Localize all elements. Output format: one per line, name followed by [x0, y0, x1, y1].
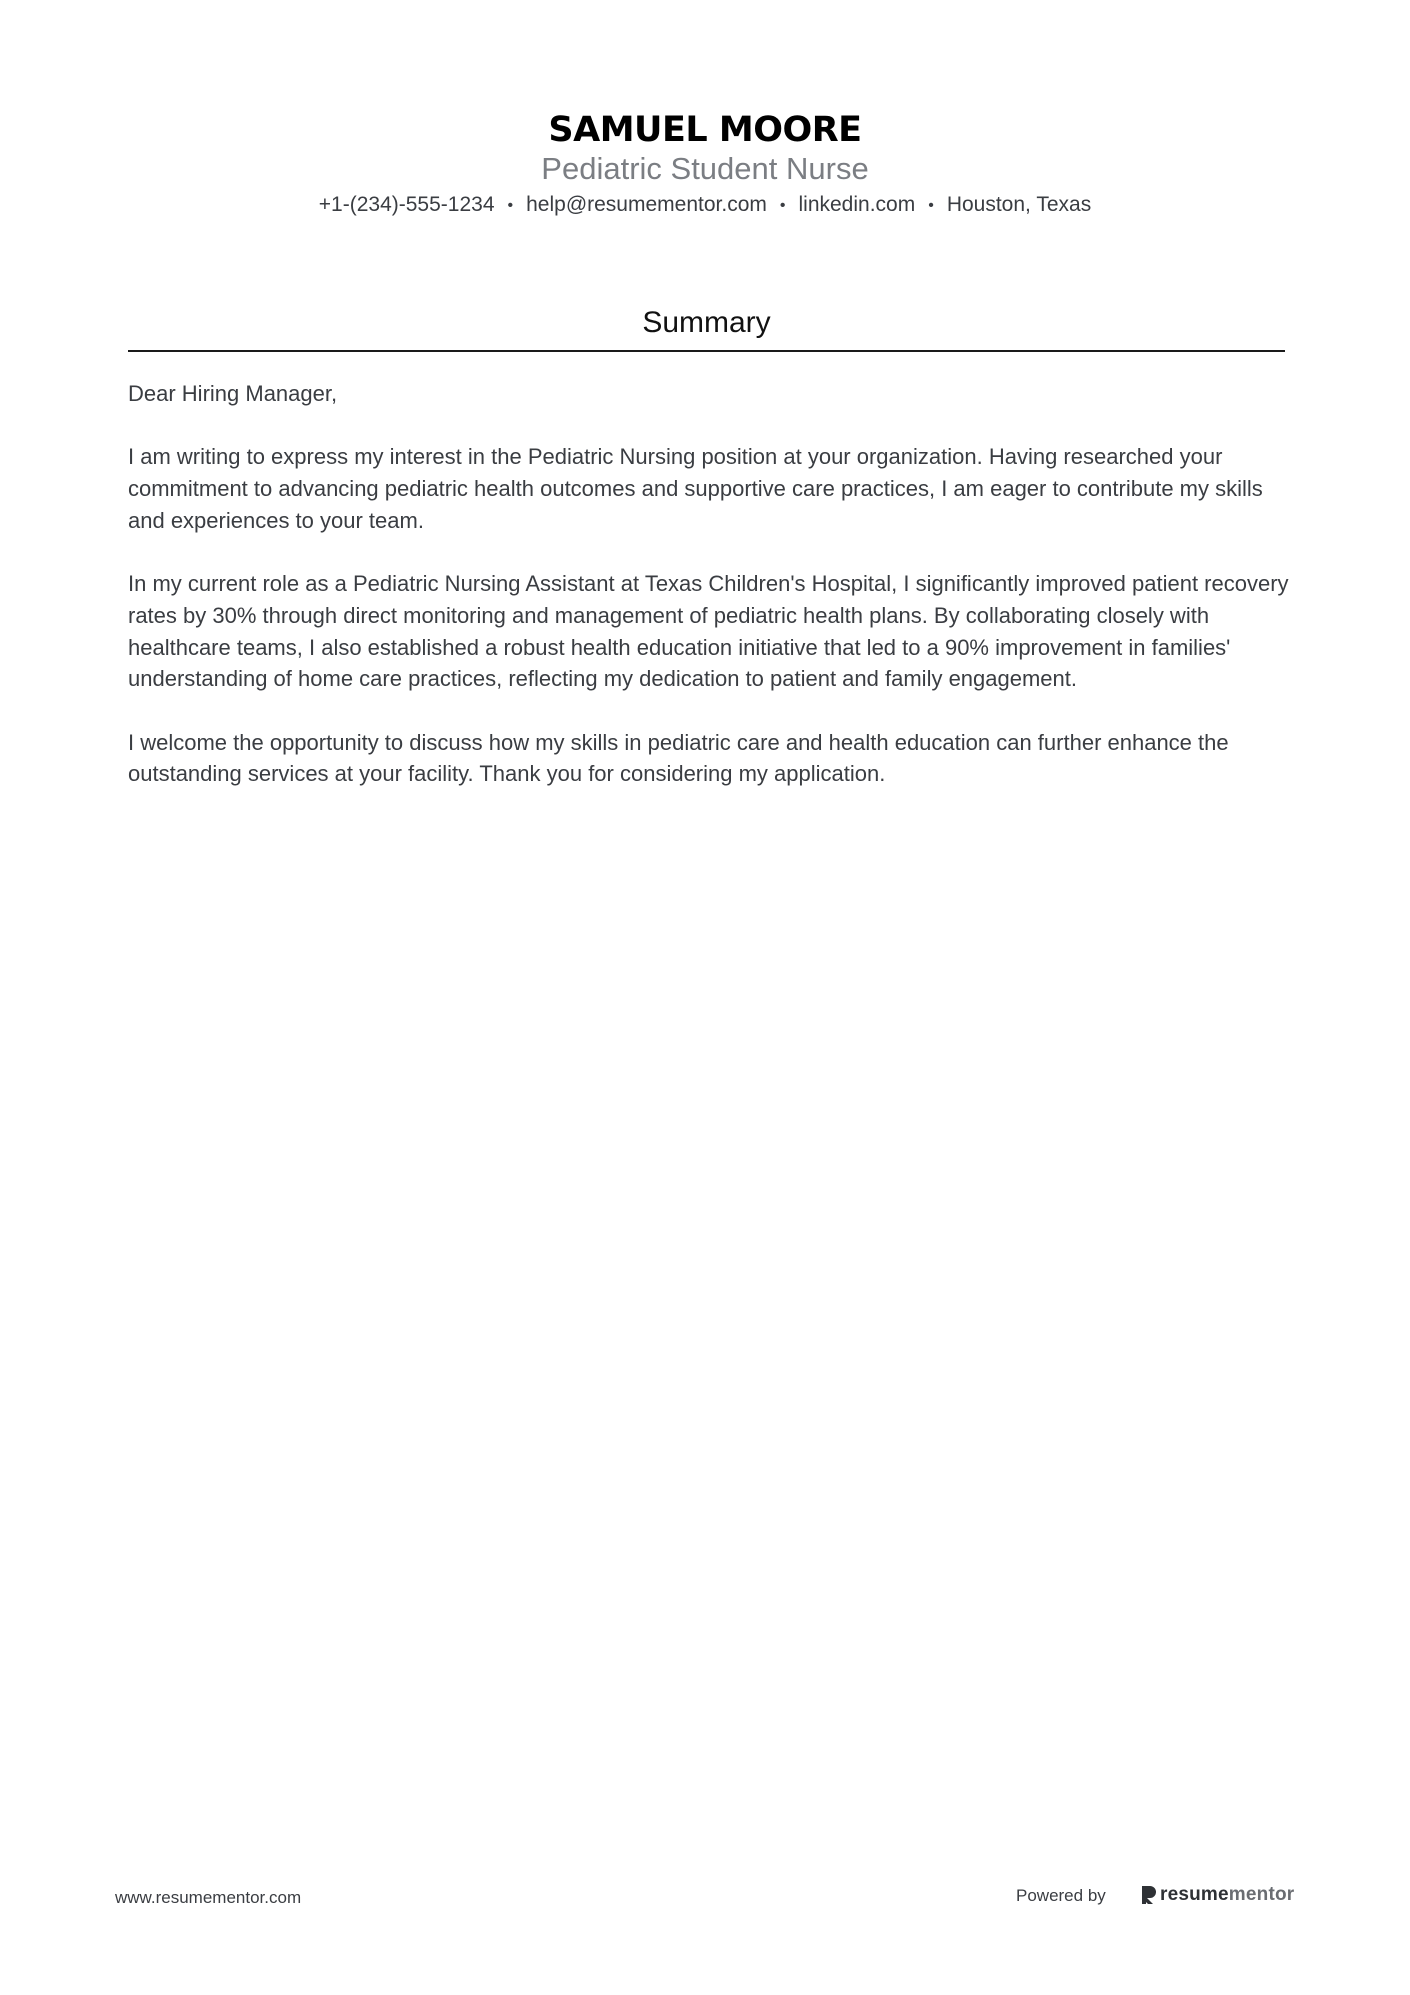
contact-line [0, 191, 1410, 220]
brand-logo-link[interactable] [1140, 1881, 1294, 1909]
contact-separator: • [928, 197, 934, 214]
powered-by-label: Powered by [1016, 1886, 1106, 1905]
contact-separator: • [507, 197, 514, 214]
letter-paragraph: I welcome the opportunity to discuss how my skills in pediatric care and health education can further enhance the outstanding services at your facility. Thank you for considering my application. [128, 729, 1229, 787]
section-divider [128, 350, 1285, 352]
letter-salutation: Dear Hiring Manager, [128, 381, 338, 406]
candidate-name: SAMUEL MOORE [548, 110, 862, 150]
contact-location: Houston, Texas [946, 193, 1092, 216]
letter-paragraph: In my current role as a Pediatric Nursing Assistant at Texas Children's Hospital, I significantly improved patient recovery rates by 30% through direct monitoring and management of pediatric health plans. By collaborating closely with healthcare teams, I also established a robust health education initiative that led to a 90% improvement in families' understanding of home care practices, reflecting my dedication to patient and family engagement. [128, 571, 1289, 692]
contact-email[interactable]: help@resumementor.com [526, 193, 767, 216]
brand-wordmark [1160, 1884, 1294, 1906]
footer-website-link[interactable]: www.resumementor.com [115, 1888, 302, 1907]
section-title-summary: Summary [642, 306, 771, 339]
contact-linkedin[interactable]: linkedin.com [798, 193, 916, 216]
contact-separator: • [779, 197, 786, 214]
resume-header [0, 110, 1410, 220]
letter-body [128, 378, 1293, 822]
candidate-title: Pediatric Student Nurse [541, 151, 869, 186]
brand-wordmark-bold: resume [1160, 1884, 1229, 1905]
letter-paragraph: I am writing to express my interest in the Pediatric Nursing position at your organization. Having researched your commitment to advancing pediatric health outcomes and supportive care practices, I am eager to contribute my skills and experiences to your team. [128, 444, 1263, 533]
resumementor-logo-icon [1140, 1884, 1157, 1906]
contact-phone: +1-(234)-555-1234 [318, 193, 495, 216]
brand-wordmark-light: mentor [1228, 1884, 1295, 1905]
